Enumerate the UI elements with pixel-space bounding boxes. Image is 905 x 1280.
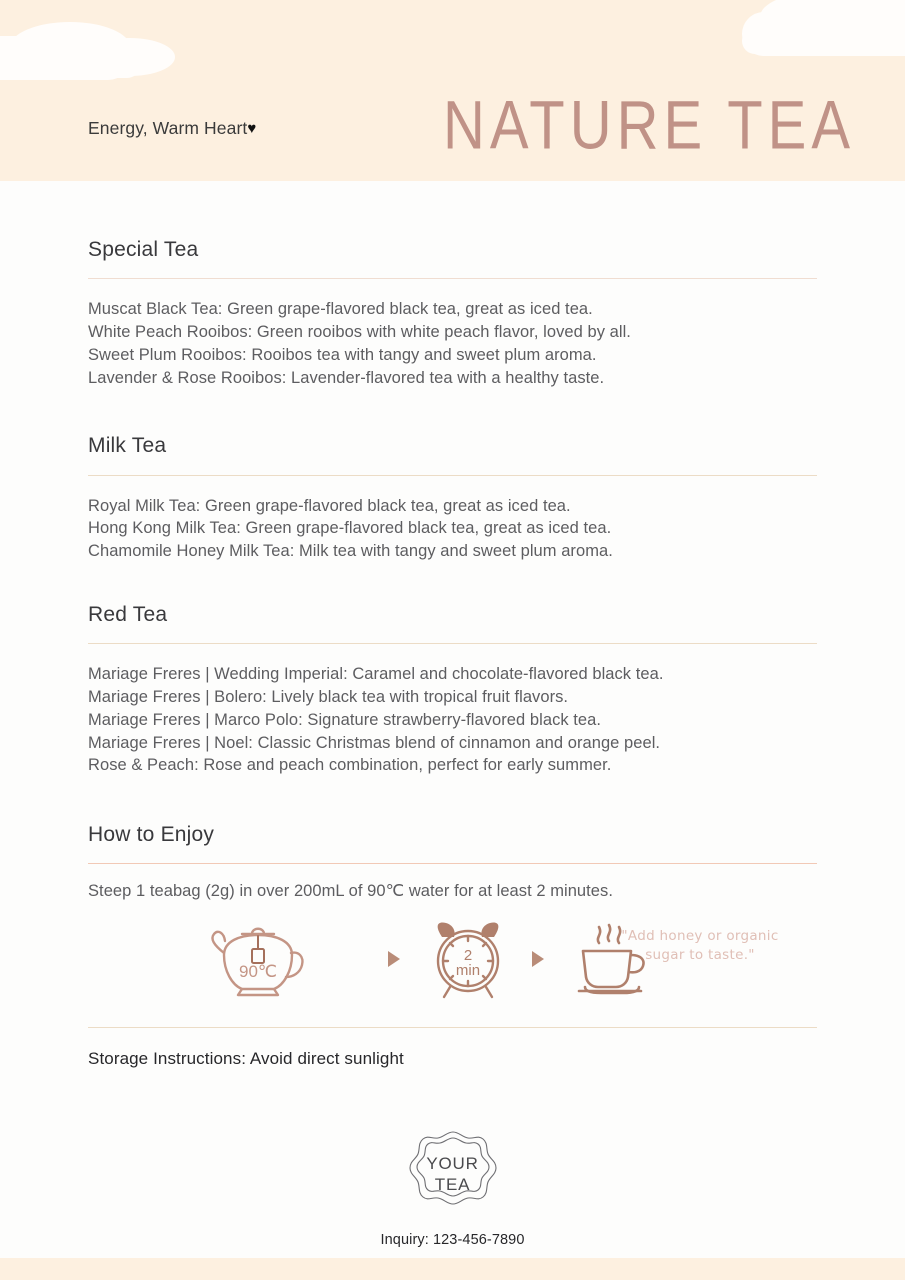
menu-body <box>0 181 905 1248</box>
section-milk-tea <box>88 433 817 563</box>
timer-unit-label: min <box>455 962 481 980</box>
heart-icon: ♥ <box>247 120 257 137</box>
list-item: White Peach Rooibos: Green rooibos with white peach flavor, loved by all. <box>88 322 631 341</box>
page-header <box>0 0 905 181</box>
steeping-instruction: Steep 1 teabag (2g) in over 200mL of 90℃ water for at least 2 minutes. <box>88 882 613 901</box>
footer-logo-area <box>88 1123 817 1248</box>
alarm-clock-icon <box>420 915 516 1003</box>
timer-minutes-value: 2 <box>463 947 473 965</box>
tea-item-list <box>88 495 817 563</box>
teapot-temperature-label: 90℃ <box>238 962 278 982</box>
list-item: Muscat Black Tea: Green grape-flavored black tea, great as iced tea. <box>88 300 593 319</box>
brand-title: NATURE TEA <box>443 87 856 164</box>
list-item: Mariage Freres | Bolero: Lively black tea with tropical fruit flavors. <box>88 687 569 706</box>
handwritten-note-line-2: sugar to taste." <box>645 947 755 964</box>
list-item: Hong Kong Milk Tea: Green grape-flavored black tea, great as iced tea. <box>88 519 612 538</box>
section-title: Special Tea <box>88 238 199 261</box>
cloud-decoration-right <box>742 28 905 54</box>
tea-item-list <box>88 663 817 777</box>
list-item: Chamomile Honey Milk Tea: Milk tea with tangy and sweet plum aroma. <box>88 542 613 561</box>
list-item: Rose & Peach: Rose and peach combination, perfect for early summer. <box>88 756 612 775</box>
list-item: Mariage Freres | Marco Polo: Signature strawberry-flavored black tea. <box>88 710 602 729</box>
cloud-decoration-left <box>0 52 140 78</box>
storage-instructions: Storage Instructions: Avoid direct sunlight <box>88 1049 404 1069</box>
handwritten-note <box>600 927 800 965</box>
section-title: How to Enjoy <box>88 823 215 847</box>
logo-text <box>407 1153 499 1195</box>
list-item: Sweet Plum Rooibos: Rooibos tea with tangy and sweet plum aroma. <box>88 345 597 364</box>
tea-item-list <box>88 298 817 389</box>
logo-line-1: YOUR <box>426 1154 479 1174</box>
list-item: Royal Milk Tea: Green grape-flavored black tea, great as iced tea. <box>88 496 571 515</box>
section-title: Red Tea <box>88 602 168 626</box>
tagline-text: Energy, Warm Heart <box>88 118 248 138</box>
inquiry-contact: Inquiry: 123-456-7890 <box>380 1232 525 1249</box>
list-item: Lavender & Rose Rooibos: Lavender-flavored tea with a healthy taste. <box>88 368 605 387</box>
footer-band <box>0 1258 905 1280</box>
section-special-tea <box>88 237 817 389</box>
section-title: Milk Tea <box>88 434 167 458</box>
section-red-tea <box>88 602 817 777</box>
handwritten-note-line-1: "Add honey or organic <box>621 928 779 945</box>
tagline <box>88 118 256 139</box>
brewing-step-teapot <box>178 913 338 1005</box>
list-item: Mariage Freres | Wedding Imperial: Caramel and chocolate-flavored black tea. <box>88 665 664 684</box>
arrow-right-icon <box>388 951 400 967</box>
brewing-step-timer <box>418 913 518 1005</box>
section-how-to-enjoy <box>88 822 817 1005</box>
brewing-steps <box>88 913 817 1005</box>
arrow-right-icon <box>532 951 544 967</box>
logo-line-2: TEA <box>434 1175 471 1195</box>
teapot-icon <box>198 915 318 1003</box>
list-item: Mariage Freres | Noel: Classic Christmas blend of cinnamon and orange peel. <box>88 733 661 752</box>
logo-badge <box>407 1123 499 1220</box>
